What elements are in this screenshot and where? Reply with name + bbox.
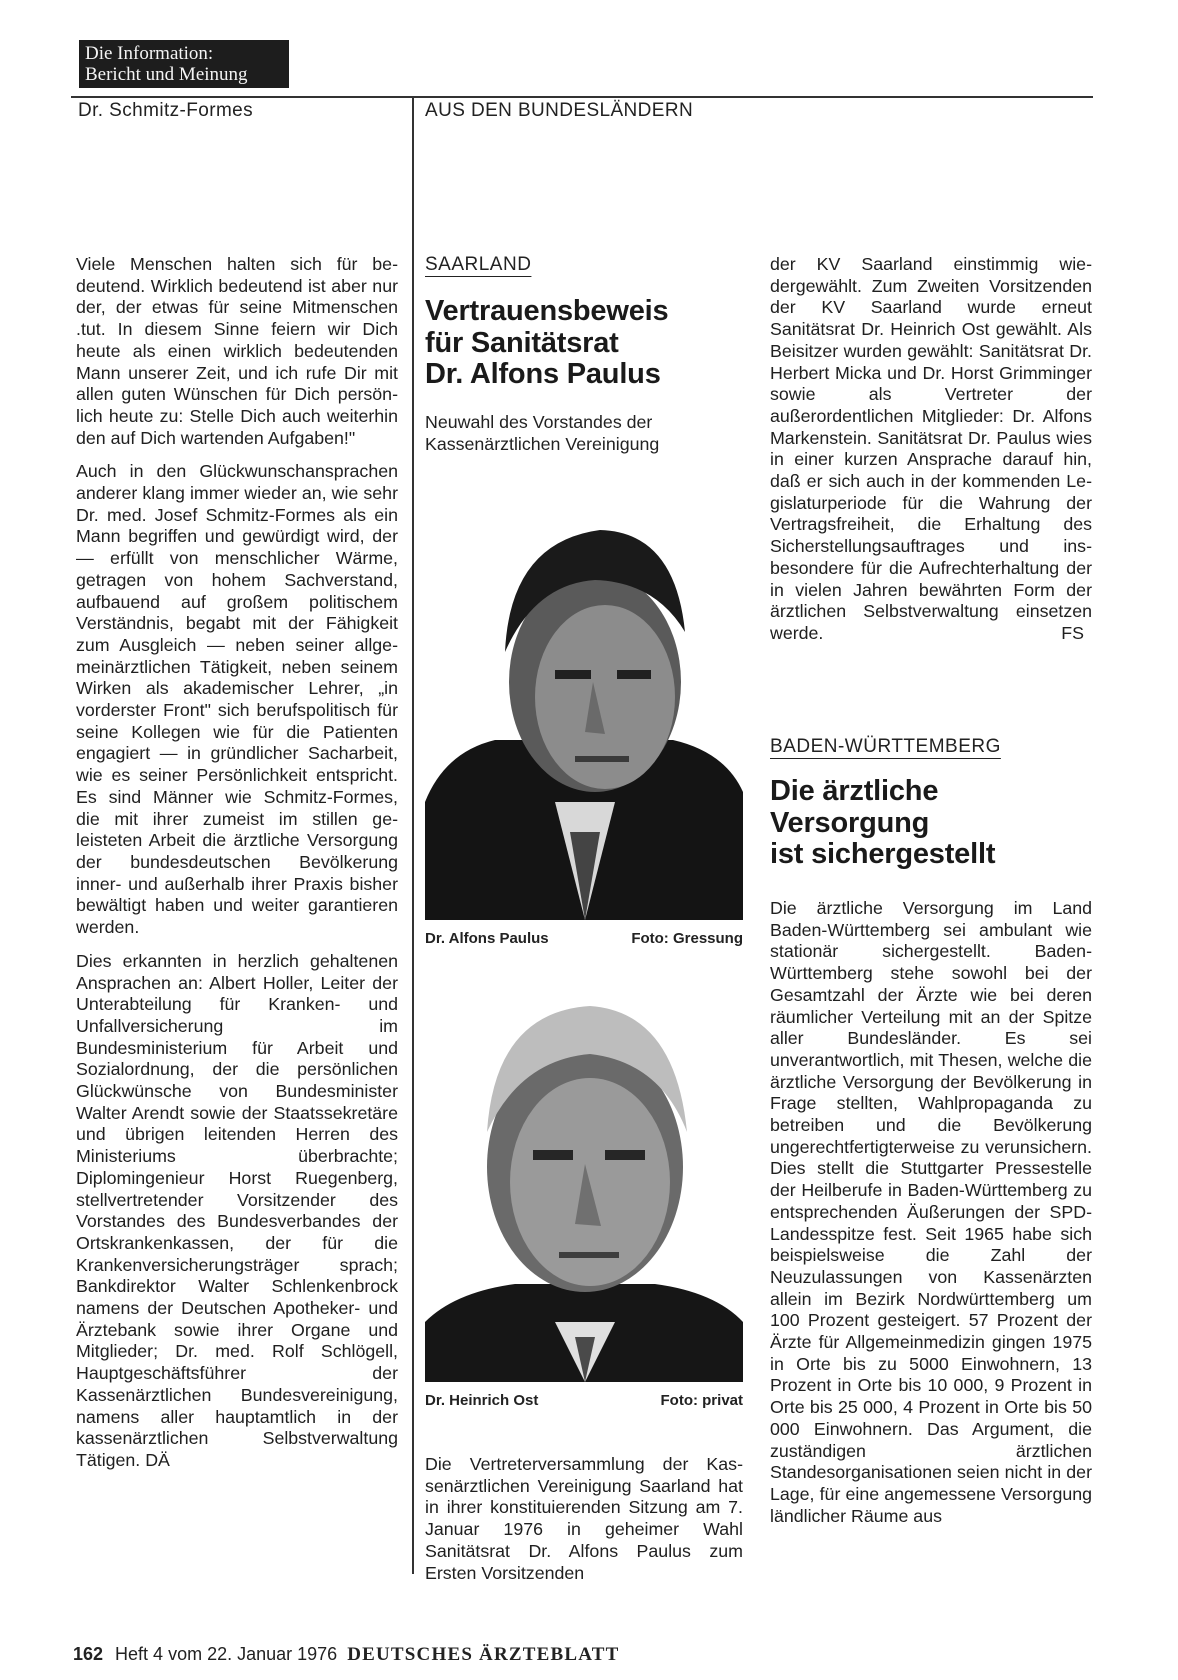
right-header-title: AUS DEN BUNDESLÄNDERN (425, 100, 694, 121)
saarland-body-text: Die Vertreterversammlung der Kassenärztlichen Vereinigung Saarland hat in ihrer konstituierenden Sitzung am 7. Januar 1976 in geheimer Wahl Sanitätsrat Dr. Alfons Paulus zum Ersten Vorsitzenden (425, 1454, 743, 1583)
page-number: 162 (73, 1644, 104, 1664)
section-badge (79, 40, 289, 88)
col1-paragraph-3: Dies erkannten in herzlich gehaltenen Ansprachen an: Albert Holler, Leiter der Unterabteilung für Kranken- und Unfallversicherung im Bundesministerium für Arbeit und Sozialordnung, der die persönlichen Glückwünsche von Bundesminister Walter Arendt sowie der Staatssekretäre und übrigen leitenden Herren des Ministeriums überbrachte; Diplomingenieur Horst Ruegenberg, stellvertretender Vorsitzender des Vorstandes des Bundesverbandes der Ortskrankenkassen, der für die Krankenversicherungsträger sprach; Bankdirektor Walter Schlenkenbrock namens der Deutschen Apotheker- und Ärztebank sowie ihrer Organe und Mitglieder; Dr. med. Rolf Schlögell, Hauptgeschäftsführer der Kassenärztlichen Bundesvereinigung, namens aller hauptamtlich in der kassenärztlichen Selbstverwaltung Tätigen. DÄ (76, 950, 398, 1470)
page-footer (73, 1644, 620, 1666)
bw-headline (770, 776, 1090, 871)
bw-kicker: BADEN-WÜRTTEMBERG (770, 736, 1001, 757)
column-3-bottom (770, 898, 1092, 1539)
badge-line-2: Bericht und Meinung (85, 64, 248, 85)
photo-1-caption (425, 930, 743, 947)
saarland-headline-line-2: für Sanitätsrat (425, 326, 619, 359)
bw-headline-line-3: ist sichergestellt (770, 838, 996, 870)
column-divider (412, 96, 414, 1574)
issue-info: Heft 4 vom 22. Januar 1976 (115, 1644, 338, 1664)
saarland-body (425, 1454, 743, 1596)
col3-paragraph-1-text: der KV Saarland einstimmig wiedergewählt. Zum Zweiten Vorsitzenden der KV Saarland wurde erneut Sanitätsrat Dr. Heinrich Ost gewählt. Als Beisitzer wurden gewählt: Sanitätsrat Dr. Herbert Micka und Dr. Horst Grimminger sowie als Vertreter der außerordentlichen Mitglieder: Dr. Alfons Markenstein. Sanitätsrat Dr. Paulus wies in einer kurzen Ansprache darauf hin, daß er sich auch in der kommenden Legislaturperiode für die Wahrung der Vertragsfreiheit, die Erhaltung des Sicherstellungsauftrages und insbesondere für die Aufrechterhaltung der in vielen Jahren bewährten Form der ärztlichen Selbstverwaltung einsetzen werde. (770, 254, 1092, 643)
badge-line-1: Die Information: (85, 43, 214, 64)
publication-name: DEUTSCHES ÄRZTEBLATT (347, 1644, 620, 1665)
saarland-headline (425, 296, 745, 391)
left-header-title: Dr. Schmitz-Formes (78, 100, 254, 121)
column-3-top (770, 254, 1092, 645)
saarland-headline-line-3: Dr. Alfons Paulus (425, 358, 661, 390)
col1-paragraph-2: Auch in den Glückwunschansprachen anderer klang immer wieder an, wie sehr Dr. med. Josef Schmitz-Formes als ein Mann begriffen und gewürdigt wird, der — erfüllt von menschlicher Wärme, getragen von hohem Sachverstand, aufbauend auf großem politischem Verständnis, begabt mit der Fähigkeit zum Ausgleich — neben seiner allgemeinärztlichen Tätigkeit, neben seinem Wirken als akademischer Lehrer, „in vorderster Front" sich berufspolitisch für seine Kollegen wie für die Patienten engagiert — in gründlicher Sacharbeit, wie es seiner Persönlichkeit entspricht. Es sind Männer wie Schmitz-Formes, die mit ihrer zumeist im stillen geleisteten Arbeit die ärztliche Versorgung der bundesdeutschen Bevölkerung inner- und außerhalb ihrer Praxis bisher bewältigt haben und weiter garantieren werden. (76, 461, 398, 938)
photo-2-caption-credit: Foto: privat (660, 1392, 743, 1409)
saarland-headline-line-1: Vertrauensbeweis (425, 295, 669, 327)
header-rule (71, 96, 1093, 98)
bw-headline-line-1: Die ärztliche (770, 775, 939, 807)
author-sign-fs: FS (1061, 622, 1084, 643)
column-1 (76, 254, 398, 1484)
saarland-subtitle: Neuwahl des Vorstandes der Kassenärztlichen Vereinigung (425, 412, 660, 454)
bw-headline-line-2: Versorgung (770, 806, 930, 839)
photo-heinrich-ost (425, 992, 743, 1382)
photo-2-caption (425, 1392, 743, 1409)
col1-paragraph-1: Viele Menschen halten sich für bedeutend. Wirklich bedeutend ist aber nur der, der etwas für seine Mitmenschen .tut. In diesem Sinne feiern wir Dich heute als einen wirklich bedeutenden Mann unserer Zeit, und ich rufe Dir mit allen guten Wünschen für Dich persönlich heute zu: Stelle Dich auch weiterhin den auf Dich wartenden Aufgaben!" (76, 254, 398, 448)
col3-paragraph-2: Die ärztliche Versorgung im Land Baden-Württemberg sei ambulant wie stationär sichergestellt. Baden-Württemberg stehe sowohl bei der Gesamtzahl der Ärzte wie bei deren räumlicher Verteilung mit an der Spitze aller Bundesländer. Es sei unverantwortlich, mit Thesen, welche die ärztliche Versorgung der Bevölkerung in Frage stellten, Wahlpropaganda zu betreiben und die Bevölkerung ungerechtfertigterweise zu verunsichern. Dies stellt die Stuttgarter Pressestelle der Heilberufe in Baden-Württemberg zu entsprechenden Äußerungen der SPD-Landesspitze fest. Seit 1965 habe sich beispielsweise die Zahl der Neuzulassungen von Kassenärzten allein im Bezirk Nordwürttemberg um 100 Prozent gesteigert. 57 Prozent der Ärzte für Allgemeinmedizin gingen 1975 in Orte bis zu 5000 Einwohnern, 13 Prozent in Orte bis 10 000, 9 Prozent in Orte bis 25 000, 4 Prozent in Orte bis 50 000 Einwohnern. Das Argument, die zuständigen ärztlichen Standesorganisationen seien nicht in der Lage, für eine angemessene Versorgung ländlicher Räume aus (770, 898, 1092, 1526)
photo-1-caption-name: Dr. Alfons Paulus (425, 930, 549, 947)
photo-2-caption-name: Dr. Heinrich Ost (425, 1392, 539, 1409)
photo-1-caption-credit: Foto: Gressung (631, 930, 743, 947)
photo-alfons-paulus (425, 502, 743, 920)
col3-paragraph-1 (770, 254, 1092, 645)
saarland-kicker: SAARLAND (425, 254, 532, 275)
